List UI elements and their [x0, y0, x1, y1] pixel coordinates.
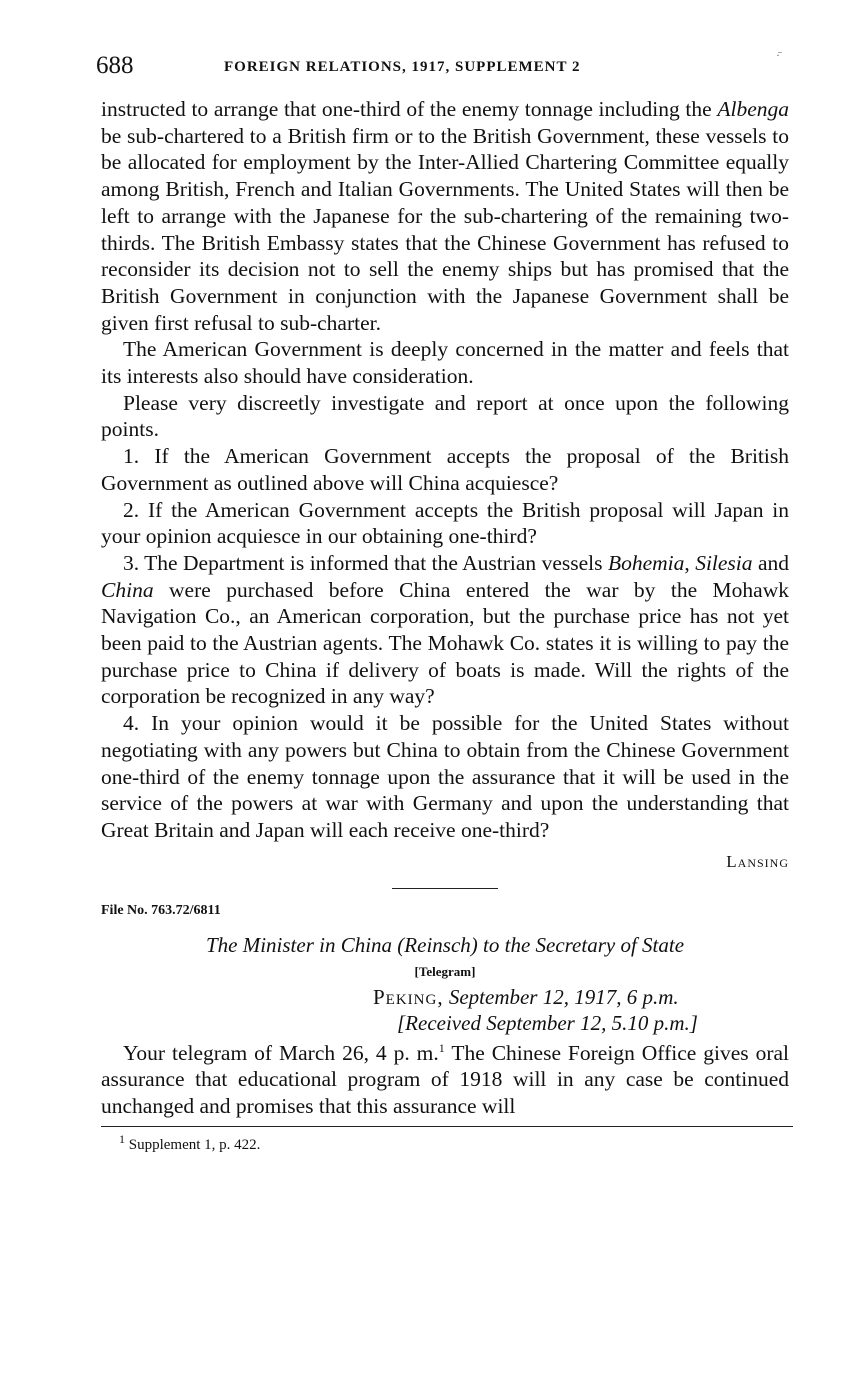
footnote: $^1$ Supplement 1, p. 422. [119, 1131, 261, 1153]
page-number: 688 [96, 52, 134, 79]
paragraph-investigate: Please very discreetly investigate and report at once upon the following points. [101, 390, 789, 442]
paragraph-american-concern: The American Government is deeply concerned in the matter and feels that its interests also should have consideration. [101, 337, 789, 389]
footnote-ref: 1 [438, 1040, 445, 1055]
corner-mark: ·̄ [776, 48, 780, 62]
ship-name-albenga: Albenga [717, 97, 789, 121]
footnote-rule [101, 1126, 793, 1127]
signature: Lansing [726, 851, 789, 871]
running-head: FOREIGN RELATIONS, 1917, SUPPLEMENT 2 [224, 59, 581, 75]
document-title: The Minister in China (Reinsch) to the Secretary of State [205, 932, 685, 957]
minister-name: Reinsch [404, 932, 471, 957]
point-3: 3. The Department is informed that the Austrian vessels Bohemia, Silesia and China were purchased before China entered the war by the Mohawk Navigation Co., an American corporation, but the purchase price has not yet been paid to the Austrian agents. The Mohawk Co. states it is willing to pay the purchase price to China if delivery of boats is made. Will the rights of the corporation be recognized in any way? [101, 550, 790, 709]
section-divider [392, 888, 498, 889]
telegram-body: Your telegram of March 26, 4 p. m.$^1$ The Chinese Foreign Office gives oral assurance that educational program of 1918 will in any case be continued unchanged and promises that this assurance will [101, 1040, 789, 1119]
point-4: 4. In your opinion would it be possible for the United States without negotiating with any powers but China to obtain from the Chinese Government one-third of the enemy tonnage upon the assurance that it will be used in the service of the powers at war with Germany and upon the understanding that Great Britain and Japan will each receive one-third? [101, 711, 789, 842]
page-body [101, 96, 789, 1154]
page-header [96, 48, 796, 86]
dateline [373, 984, 789, 1010]
paragraph-continued: instructed to arrange that one-third of the enemy tonnage including the Albenga be sub-chartered to a British firm or to the British Government, these vessels to be allocated for employment by the Inter-Allied Chartering Committee equally among British, French and Italian Governments. The United States will then be left to arrange with the Japanese for the sub-chartering of the remaining two-thirds. The British Embassy states that the Chinese Government has refused to reconsider its decision not to sell the enemy ships but has promised that the British Government in conjunction with the Japanese Government shall be given first refusal to sub-charter. [101, 97, 789, 335]
point-2: 2. If the American Government accepts the British proposal will Japan in your opinion acquiesce in our obtaining one-third? [101, 497, 789, 549]
dateline-place: Peking, [373, 984, 444, 1009]
footnote-marker: 1 [119, 1131, 125, 1146]
received-line: [Received September 12, 5.10 p.m.] [397, 1010, 698, 1035]
vessel-silesia: Silesia [695, 550, 753, 575]
file-number: File No. 763.72/6811 [101, 902, 221, 918]
telegram-label: [Telegram] [414, 963, 476, 979]
vessel-china: China [101, 577, 154, 602]
point-1: 1. If the American Government accepts the proposal of the British Government as outlined above will China acquiesce? [101, 444, 789, 495]
vessel-bohemia: Bohemia [607, 550, 685, 575]
dateline-date: September 12, 1917, 6 p.m. [443, 984, 679, 1009]
